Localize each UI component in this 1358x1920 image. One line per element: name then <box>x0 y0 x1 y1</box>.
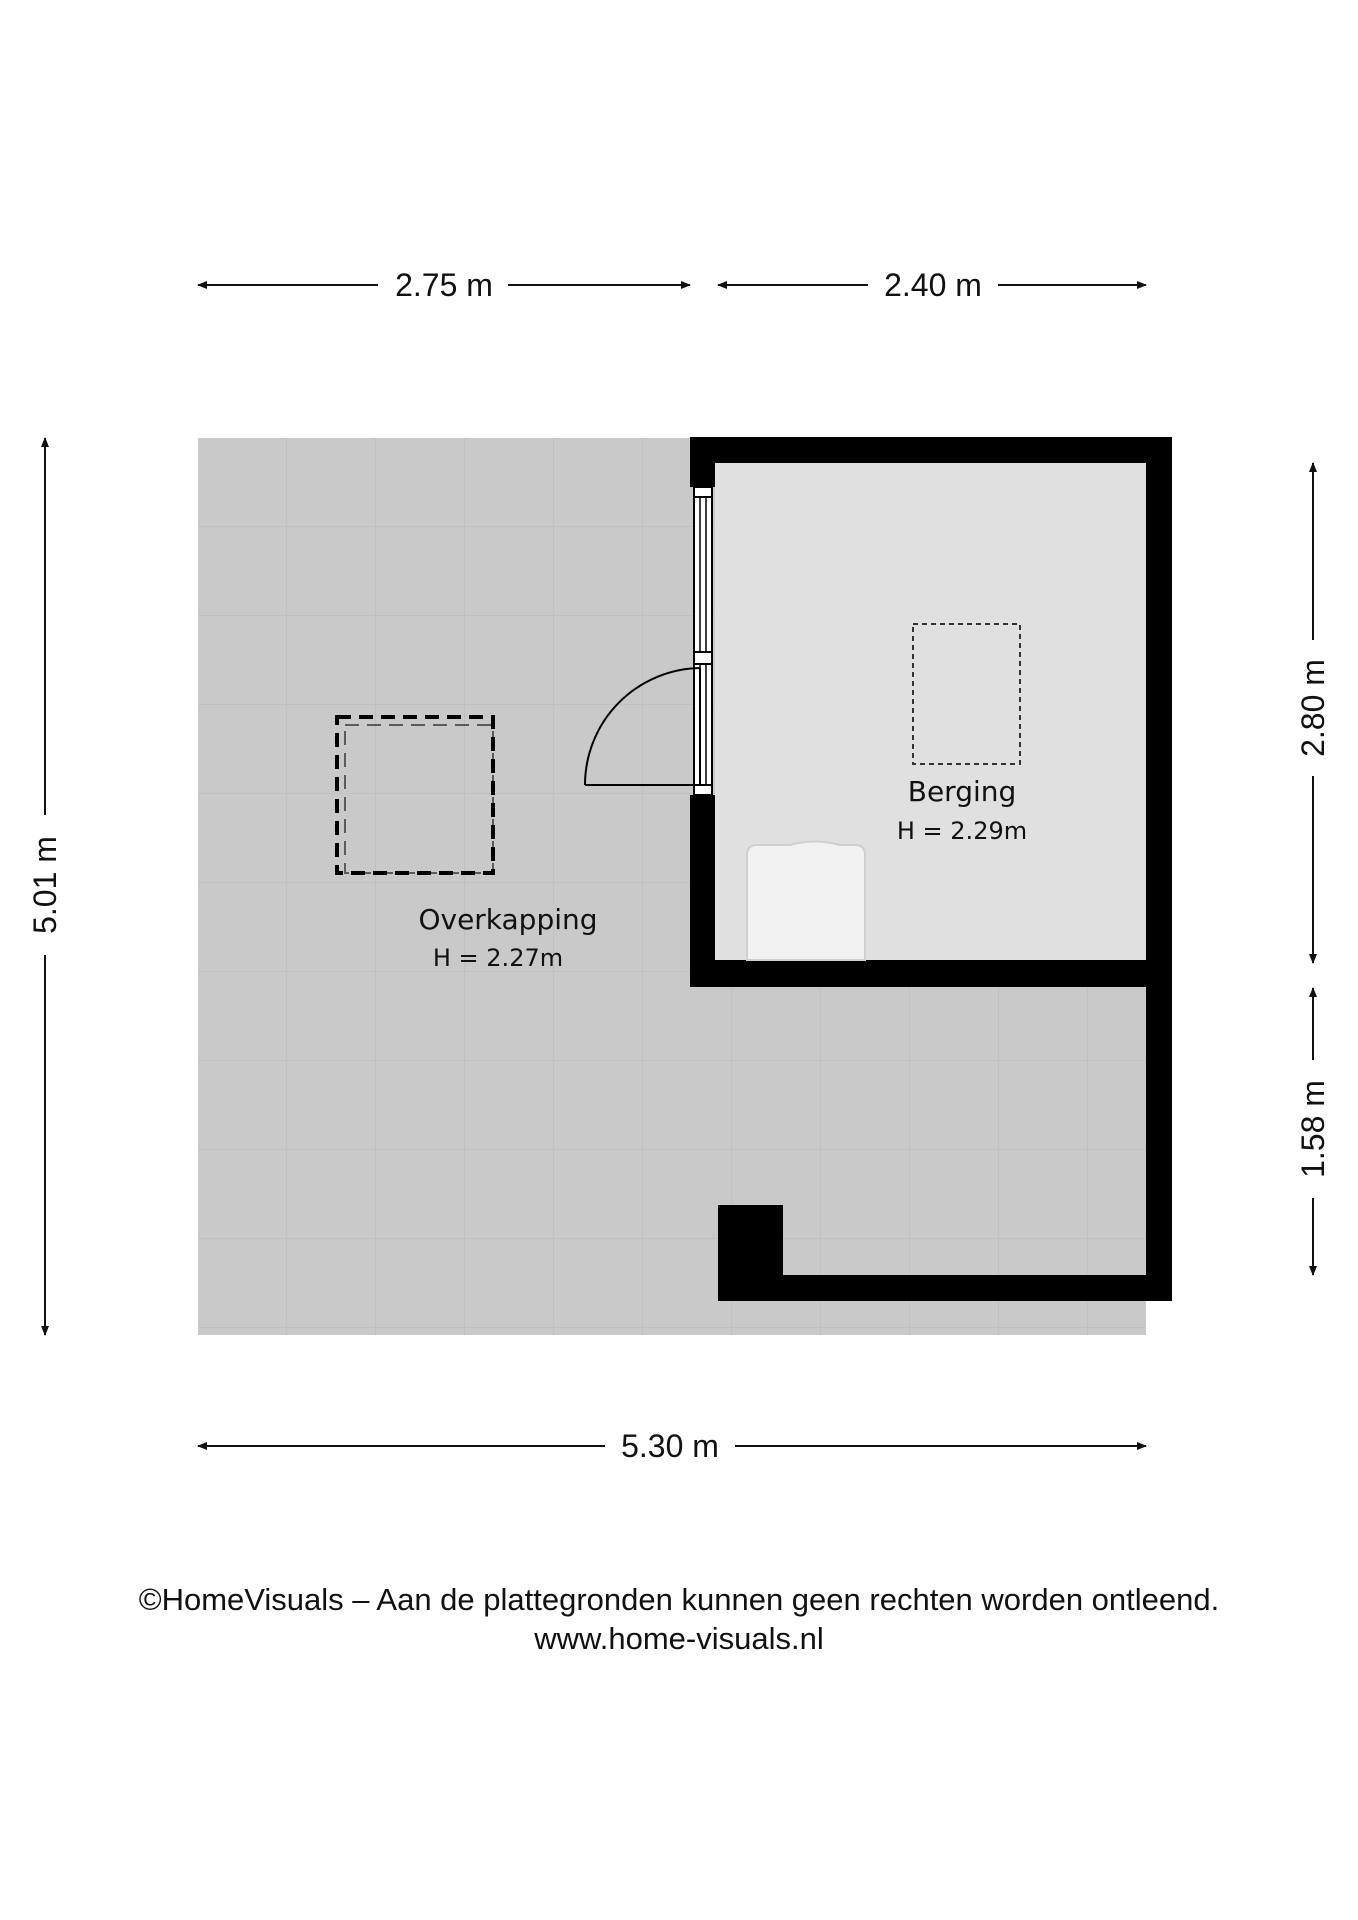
dimension-bottom <box>198 1428 1146 1464</box>
dimension-left-label: 5.01 m <box>27 836 63 934</box>
dimension-bottom-label: 5.30 m <box>621 1428 719 1464</box>
overkapping-height: H = 2.27m <box>432 944 564 972</box>
footer-website[interactable]: www.home-visuals.nl <box>534 1621 824 1656</box>
dimension-top-left-label: 2.75 m <box>395 267 493 303</box>
dimension-top-right <box>718 267 1146 303</box>
dimension-top-right-label: 2.40 m <box>884 267 982 303</box>
berging-height: H = 2.29m <box>896 817 1028 845</box>
dimension-right-lower-label: 1.58 m <box>1295 1080 1331 1178</box>
berging-label: Berging <box>907 775 1017 808</box>
footer-disclaimer: ©HomeVisuals – Aan de plattegronden kunnen geen rechten worden ontleend. <box>138 1582 1220 1617</box>
overkapping-label: Overkapping <box>418 903 598 936</box>
window-frame <box>694 487 712 795</box>
dimension-top-left <box>198 267 690 303</box>
dimension-right-upper-label: 2.80 m <box>1295 659 1331 757</box>
dimension-right-lower <box>1295 988 1331 1275</box>
cabinet <box>747 842 865 961</box>
dimension-left <box>27 438 63 1335</box>
dimension-right-upper <box>1295 463 1331 963</box>
